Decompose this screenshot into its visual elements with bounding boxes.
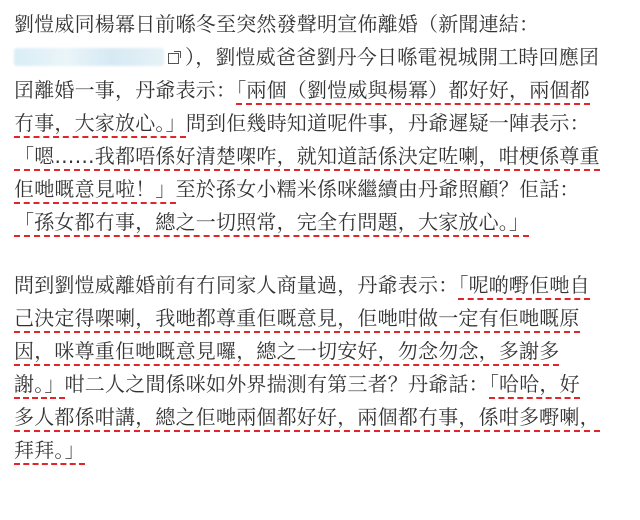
text-line [14,302,634,335]
text-line [14,8,634,41]
quote-text: 因，咪尊重佢哋嘅意見囉，總之一切安好，勿念勿念，多謝多 [14,339,559,366]
text-segment: 至於孫女小糯米係咪繼續由丹爺照顧？佢話： [175,177,580,201]
article-body [14,8,634,467]
text-segment: 問到佢幾時知道呢件事，丹爺遲疑一陣表示： [185,111,590,135]
quote-text: 謝。」 [14,372,65,399]
text-segment: 咁二人之間係咪如外界揣測有第三者？丹爺話： [64,372,489,396]
quote-text: 「兩個（劉愷威與楊冪）都好好，兩個都 [236,78,590,105]
paragraph-1 [14,8,634,239]
text-line [14,368,634,401]
text-line [14,107,634,140]
text-line [14,269,634,302]
text-line [14,434,634,467]
text-line [14,206,634,239]
text-line [14,173,634,206]
text-line [14,140,634,173]
quote-text: 「哈哈，好 [489,372,580,399]
text-line [14,41,634,74]
quote-text: 「孫女都冇事，總之一切照常，完全冇問題，大家放心。」 [14,210,529,237]
quote-text: 「呢啲嘢佢哋自 [458,273,589,300]
text-line [14,74,634,107]
paragraph-2 [14,269,634,467]
quote-text: 佢哋嘅意見啦！」 [14,177,176,204]
text-line [14,401,634,434]
text-line [14,335,634,368]
quote-text: 多人都係咁講，總之佢哋兩個都好好，兩個都冇事，係咁多嘢喇， [14,405,600,432]
quote-text: 己決定得㗎喇，我哋都尊重佢嘅意見，佢哋咁做一定有佢哋嘅原 [14,306,580,333]
text-segment: 問到劉愷威離婚前有冇同家人商量過，丹爺表示： [14,273,459,297]
text-segment: 劉愷威同楊冪日前喺冬至突然發聲明宣佈離婚（新聞連結： [14,12,540,36]
external-link-icon[interactable] [168,53,179,64]
quote-text: 「嗯……我都唔係好清楚㗎咋，就知道話係決定咗喇，咁梗係尊重 [14,144,600,171]
quote-text: 冇事，大家放心。」 [14,111,186,138]
text-segment: 囝離婚一事，丹爺表示： [14,78,237,102]
blurred-news-link[interactable] [14,48,164,66]
quote-text: 拜拜。」 [14,438,85,465]
text-segment: ），劉愷威爸爸劉丹今日喺電視城開工時回應囝 [185,45,600,69]
